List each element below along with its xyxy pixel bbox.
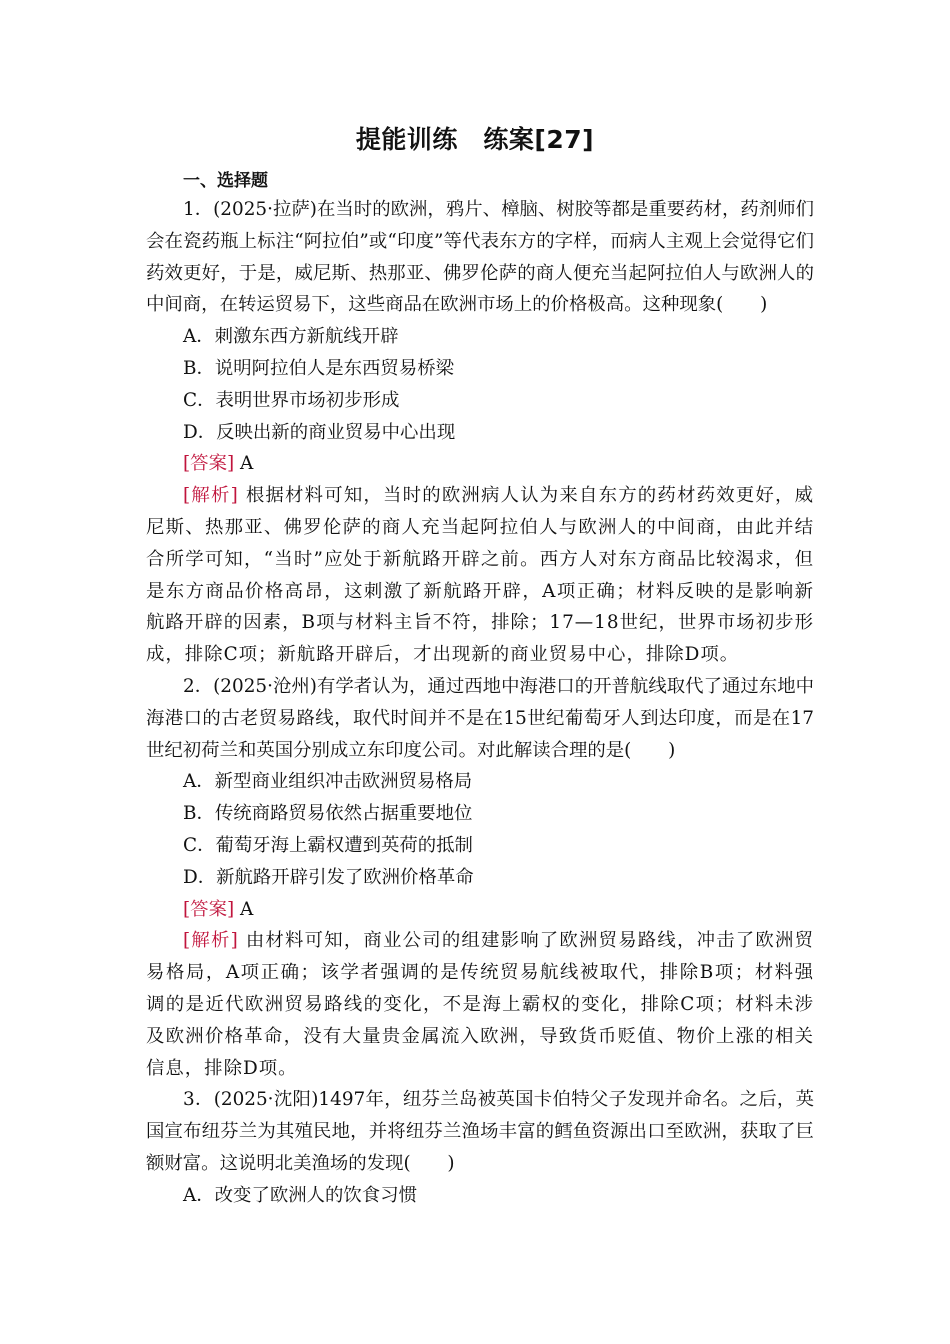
analysis-text: 由材料可知，商业公司的组建影响了欧洲贸易路线，冲击了欧洲贸易格局，A项正确；该学者强调的是传统贸易航线被取代，排除B项；材料强调的是近代欧洲贸易路线的变化，不是海上霸权的变化，排除C项；材料未涉及欧洲价格革命，没有大量贵金属流入欧洲，导致货币贬值、物价上涨的相关信息，排除D项。 xyxy=(146,930,814,1079)
question-stem: 2．(2025·沧州)有学者认为，通过西地中海港口的开普航线取代了通过东地中海港口的古老贸易路线，取代时间并不是在15世纪葡萄牙人到达印度，而是在17世纪初荷兰和英国分别成立东印度公司。对此解读合理的是( ) xyxy=(146,675,814,761)
question-2 xyxy=(146,671,814,1084)
answer-tag: [答案] xyxy=(183,453,235,475)
option-b: B．说明阿拉伯人是东西贸易桥梁 xyxy=(183,357,454,379)
option-a: A．新型商业组织冲击欧洲贸易格局 xyxy=(183,771,473,793)
question-stem: 3．(2025·沈阳)1497年，纽芬兰岛被英国卡伯特父子发现并命名。之后，英国宣布纽芬兰为其殖民地，并将纽芬兰渔场丰富的鳕鱼资源出口至欧洲，获取了巨额财富。这说明北美渔场的发现( ) xyxy=(146,1089,814,1174)
page-title: 提能训练 练案[27] xyxy=(355,125,595,154)
option-a: A．改变了欧洲人的饮食习惯 xyxy=(183,1184,417,1206)
answer-line xyxy=(146,894,814,926)
option-a: A．刺激东西方新航线开辟 xyxy=(183,326,399,348)
analysis-text: 根据材料可知，当时的欧洲病人认为来自东方的药材药效更好，威尼斯、热那亚、佛罗伦萨的商人充当起阿拉伯人与欧洲人的中间商，由此并结合所学可知，“当时”应处于新航路开辟之前。西方人对东方商品比较渴求，但是东方商品价格高昂，这刺激了新航路开辟，A项正确；材料反映的是影响新航路开辟的因素，B项与材料主旨不符，排除；17—18世纪，世界市场初步形成，排除C项；新航路开辟后，才出现新的商业贸易中心，排除D项。 xyxy=(146,485,814,666)
option-c: C．表明世界市场初步形成 xyxy=(183,389,400,411)
analysis-paragraph xyxy=(146,480,814,671)
option-c: C．葡萄牙海上霸权遭到英荷的抵制 xyxy=(183,834,473,856)
analysis-tag: [解析] xyxy=(183,485,239,507)
question-1 xyxy=(146,194,814,671)
answer-line xyxy=(146,448,814,480)
answer-value: A xyxy=(240,453,254,475)
analysis-paragraph xyxy=(146,925,814,1084)
answer-value: A xyxy=(240,898,254,920)
document-body xyxy=(146,194,814,1212)
question-stem: 1．(2025·拉萨)在当时的欧洲，鸦片、樟脑、树胶等都是重要药材，药剂师们会在瓷药瓶上标注“阿拉伯”或“印度”等代表东方的字样，而病人主观上会觉得它们药效更好，于是，威尼斯、热那亚、佛罗伦萨的商人便充当起阿拉伯人与欧洲人的中间商，在转运贸易下，这些商品在欧洲市场上的价格极高。这种现象( ) xyxy=(146,199,814,316)
analysis-tag: [解析] xyxy=(183,930,239,952)
option-d: D．新航路开辟引发了欧洲价格革命 xyxy=(183,866,474,888)
option-b: B．传统商路贸易依然占据重要地位 xyxy=(183,803,473,825)
answer-tag: [答案] xyxy=(183,898,235,920)
option-d: D．反映出新的商业贸易中心出现 xyxy=(183,421,456,443)
question-3 xyxy=(146,1084,814,1211)
section-heading: 一、选择题 xyxy=(183,171,268,191)
